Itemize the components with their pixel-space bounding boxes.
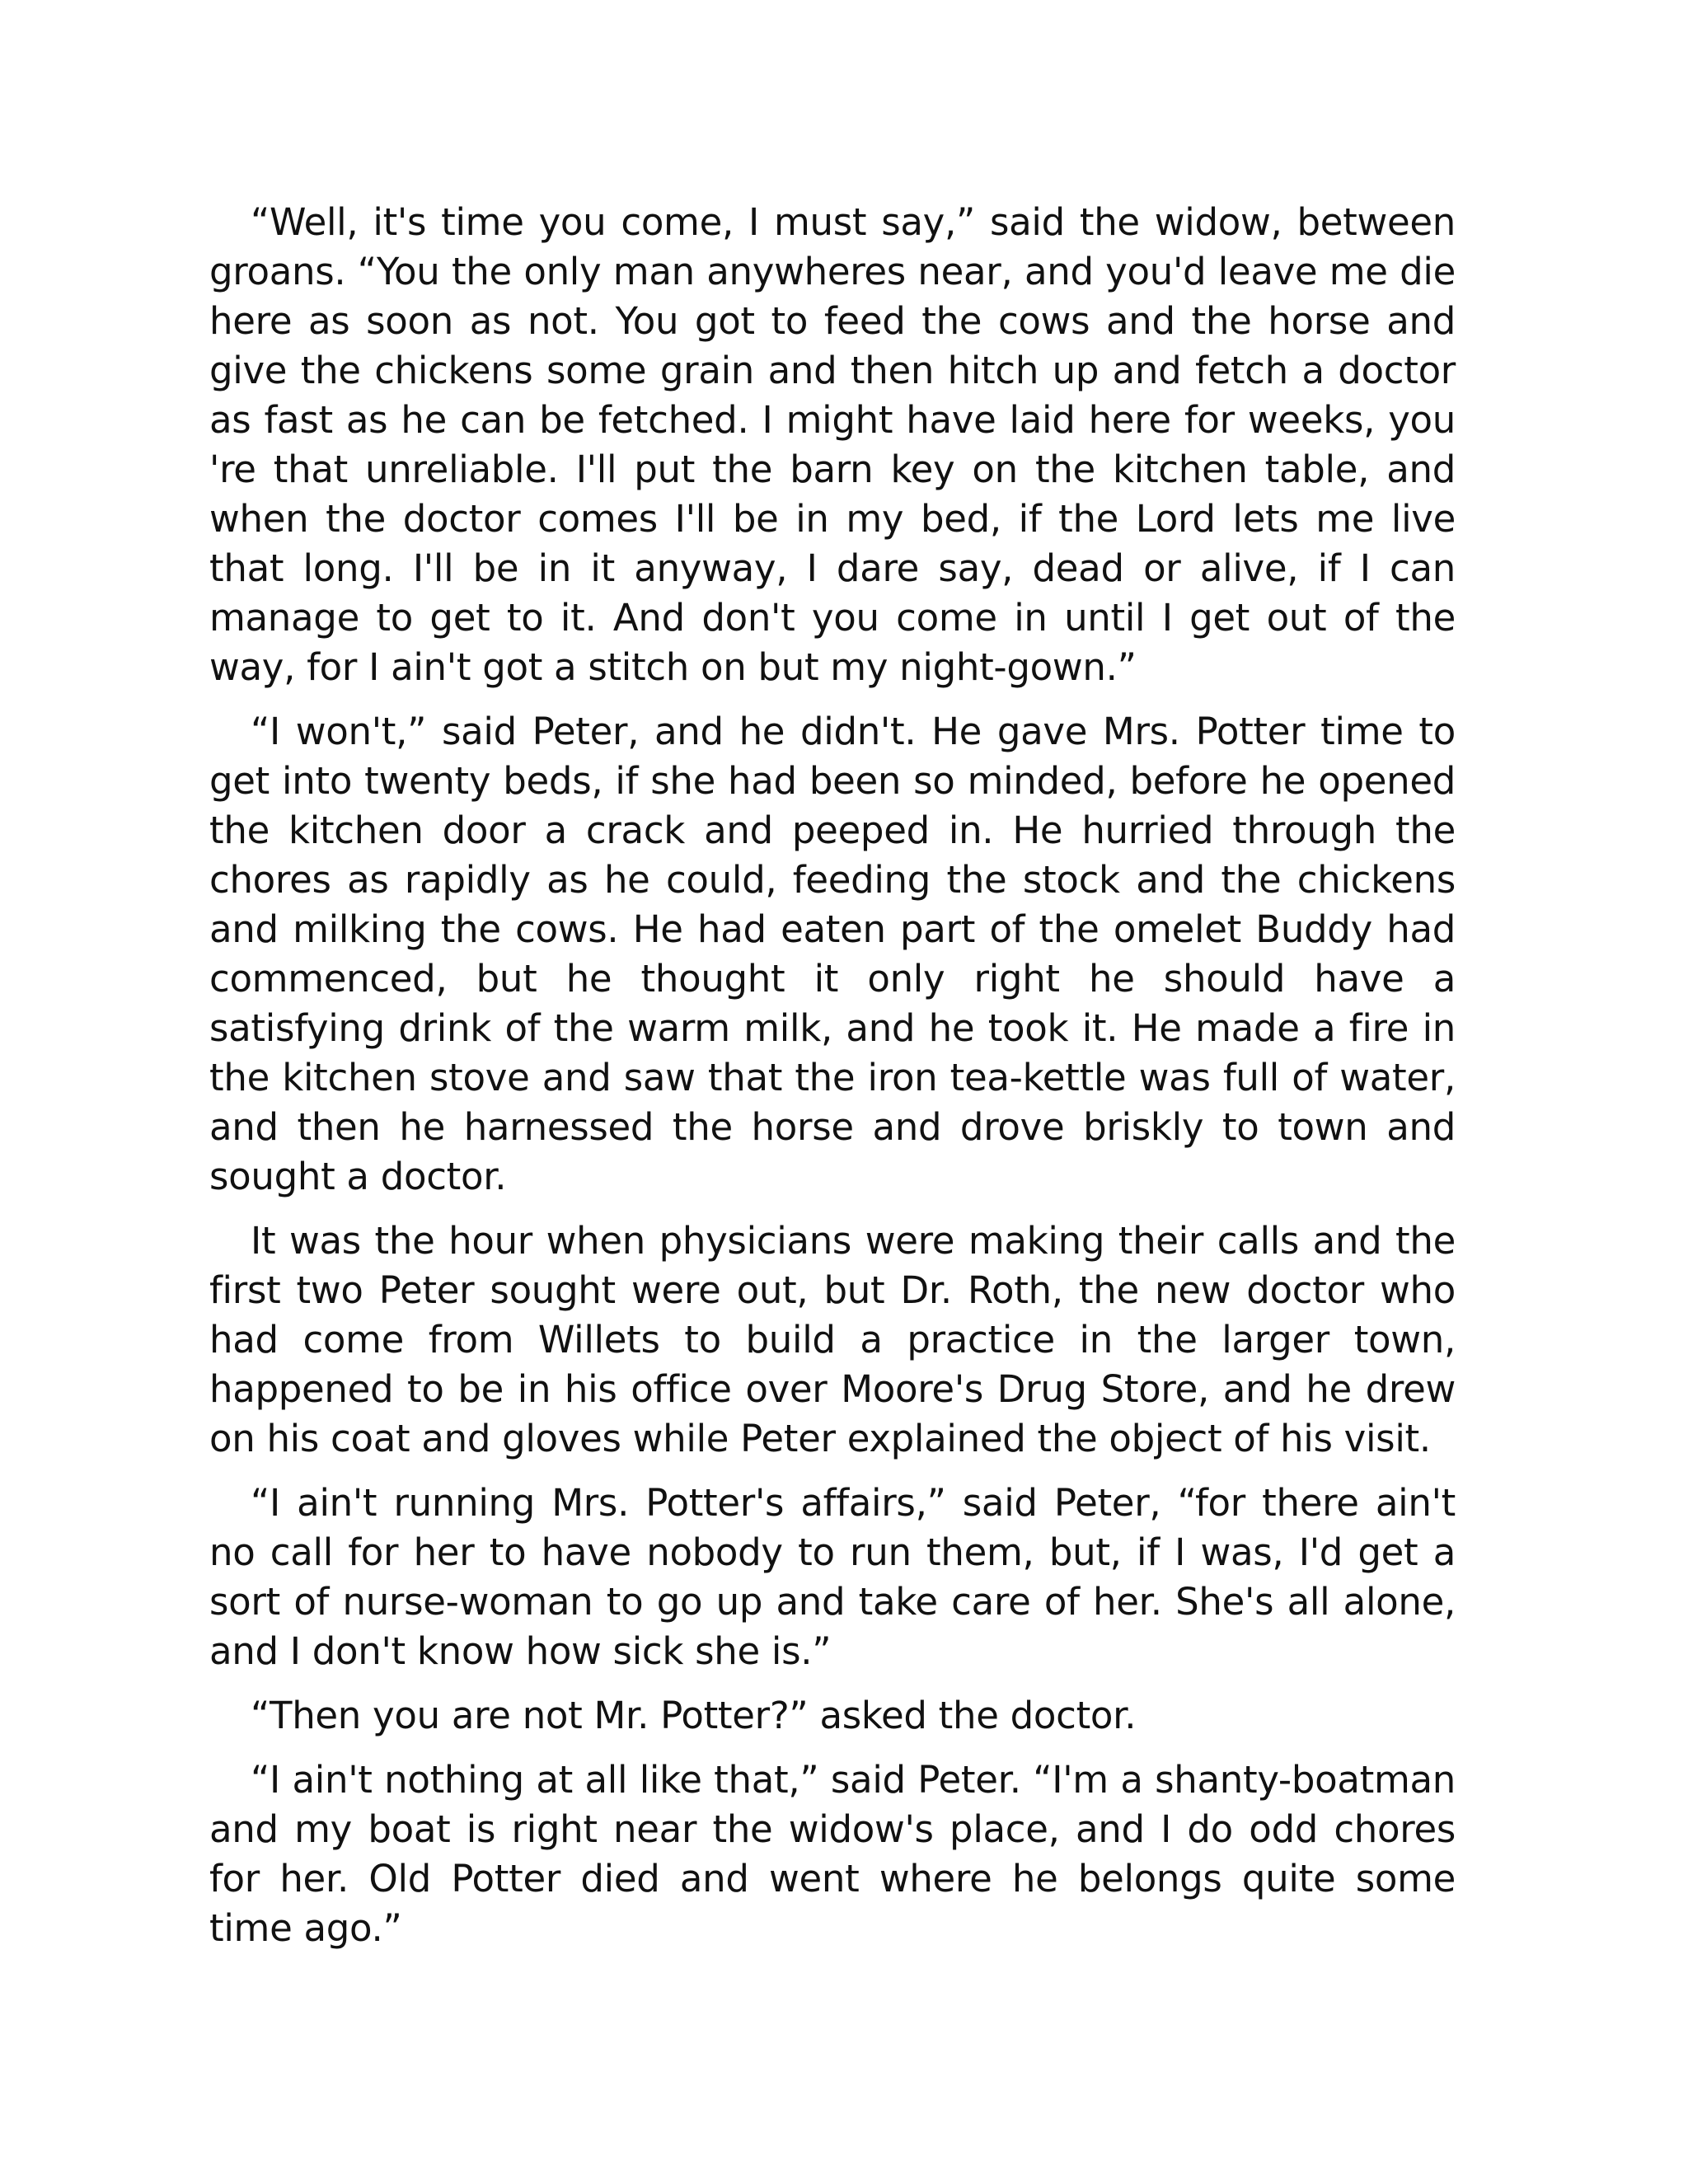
paragraph-5: “Then you are not Mr. Potter?” asked the doctor. [251,1694,1137,1737]
paragraph-3: It was the hour when physicians were making their calls and the first two Peter sought were out, but Dr. Roth, the new doctor who had come from Willets to build a practice in the larger town, happened to be in his office over Moore's Drug Store, and he drew on his coat and gloves while Peter explained the object of his visit. [209,1219,1456,1460]
paragraph-6: “I ain't nothing at all like that,” said Peter. “I'm a shanty-boatman and my boat is right near the widow's place, and I do odd chores for her. Old Potter died and went where he belongs quite some time ago.” [209,1758,1456,1950]
paragraph-4: “I ain't running Mrs. Potter's affairs,” said Peter, “for there ain't no call for her to have nobody to run them, but, if I was, I'd get a sort of nurse-woman to go up and take care of her. She's all alone, and I don't know how sick she is.” [209,1481,1456,1673]
paragraph-1: “Well, it's time you come, I must say,” said the widow, between groans. “You the only man anywheres near, and you'd leave me die here as soon as not. You got to feed the cows and the horse and give the chickens some grain and then hitch up and fetch a doctor as fast as he can be fetched. I might have laid here for weeks, you 're that unreliable. I'll put the barn key on the kitchen table, and when the doctor comes I'll be in my bed, if the Lord lets me live that long. I'll be in it anyway, I dare say, dead or alive, if I can manage to get to it. And don't you come in until I get out of the way, for I ain't got a stitch on but my night-gown.” [209,200,1456,689]
book-page [209,198,1456,1968]
paragraph-2: “I won't,” said Peter, and he didn't. He gave Mrs. Potter time to get into twenty beds, if she had been so minded, before he opened the kitchen door a crack and peeped in. He hurried through the chores as rapidly as he could, feeding the stock and the chickens and milking the cows. He had eaten part of the omelet Buddy had commenced, but he thought it only right he should have a satisfying drink of the warm milk, and he took it. He made a fire in the kitchen stove and saw that the iron tea-kettle was full of water, and then he harnessed the horse and drove briskly to town and sought a doctor. [209,710,1456,1198]
